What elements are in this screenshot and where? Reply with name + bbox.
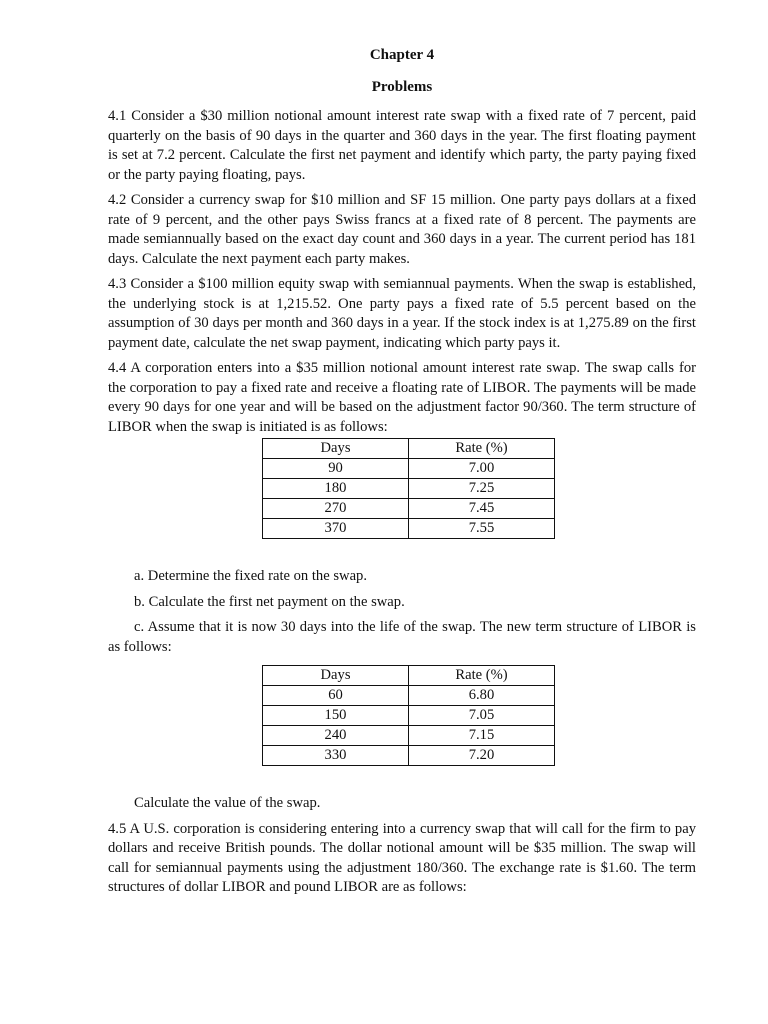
problem-4-4: 4.4 A corporation enters into a $35 million notional amount interest rate swap. The swap calls for the corporation to pay a fixed rate and receive a floating rate of LIBOR. The payments will be made every 90 days for one year and will be based on the adjustment factor 90/360. The term structure of LIBOR when the swap is initiated is as follows: (108, 360, 696, 435)
cell-rate: 6.80 (409, 686, 555, 706)
problem-4-2: 4.2 Consider a currency swap for $10 million and SF 15 million. One party pays dollars at a fixed rate of 9 percent, and the other pays Swiss francs at a fixed rate of 8 percent. The payments are made semiannually based on the exact day count and 360 days in a year. The current period has 181 days. Calculate the next payment each party makes. (108, 192, 696, 267)
table-header-row (263, 666, 555, 686)
table-row (263, 686, 555, 706)
cell-days: 90 (263, 459, 409, 479)
table-header-row (263, 439, 555, 459)
cell-days: 330 (263, 746, 409, 766)
table-row (263, 479, 555, 499)
cell-rate: 7.20 (409, 746, 555, 766)
document-page (108, 44, 696, 904)
cell-rate: 7.05 (409, 706, 555, 726)
cell-rate: 7.25 (409, 479, 555, 499)
section-title: Problems (371, 78, 433, 95)
cell-days: 240 (263, 726, 409, 746)
table-row (263, 459, 555, 479)
table-row (263, 726, 555, 746)
cell-rate: 7.15 (409, 726, 555, 746)
cell-days: 150 (263, 706, 409, 726)
column-header-rate: Rate (%) (409, 439, 555, 459)
table-row (263, 706, 555, 726)
problem-4-5: 4.5 A U.S. corporation is considering entering into a currency swap that will call for the firm to pay dollars and receive British pounds. The dollar notional amount will be $35 million. The swap will call for semiannual payments using the adjustment 180/360. The exchange rate is $1.60. The term structures of dollar LIBOR and pound LIBOR are as follows: (108, 820, 696, 895)
problem-4-3: 4.3 Consider a $100 million equity swap with semiannual payments. When the swap is established, the underlying stock is at 1,215.52. One party pays a fixed rate of 5.5 percent based on the assumption of 30 days per month and 360 days in a year. If the stock index is at 1,275.89 on the first payment date, calculate the net swap payment, indicating which party pays it. (108, 276, 696, 351)
column-header-days: Days (263, 439, 409, 459)
cell-days: 60 (263, 686, 409, 706)
cell-rate: 7.55 (409, 519, 555, 539)
cell-rate: 7.45 (409, 499, 555, 519)
chapter-title: Chapter 4 (369, 47, 435, 63)
problem-4-4-part-c: c. Assume that it is now 30 days into the life of the swap. The new term structure of LIBOR is as follows: (108, 619, 696, 655)
libor-table-initial (262, 438, 555, 539)
table-row (263, 746, 555, 766)
column-header-days: Days (263, 666, 409, 686)
column-header-rate: Rate (%) (409, 666, 555, 686)
table-row (263, 499, 555, 519)
libor-table-30-days (262, 665, 555, 766)
table-row (263, 519, 555, 539)
problem-4-1: 4.1 Consider a $30 million notional amount interest rate swap with a fixed rate of 7 percent, paid quarterly on the basis of 90 days in the quarter and 360 days in the year. The first floating payment is set at 7.2 percent. Calculate the first net payment and identify which party, the party paying fixed or the party paying floating, pays. (108, 108, 696, 183)
problem-4-4-value-instruction: Calculate the value of the swap. (134, 795, 321, 811)
cell-rate: 7.00 (409, 459, 555, 479)
cell-days: 180 (263, 479, 409, 499)
cell-days: 270 (263, 499, 409, 519)
cell-days: 370 (263, 519, 409, 539)
problem-4-4-part-a: a. Determine the fixed rate on the swap. (134, 568, 368, 584)
problem-4-4-part-b: b. Calculate the first net payment on the swap. (134, 593, 405, 610)
